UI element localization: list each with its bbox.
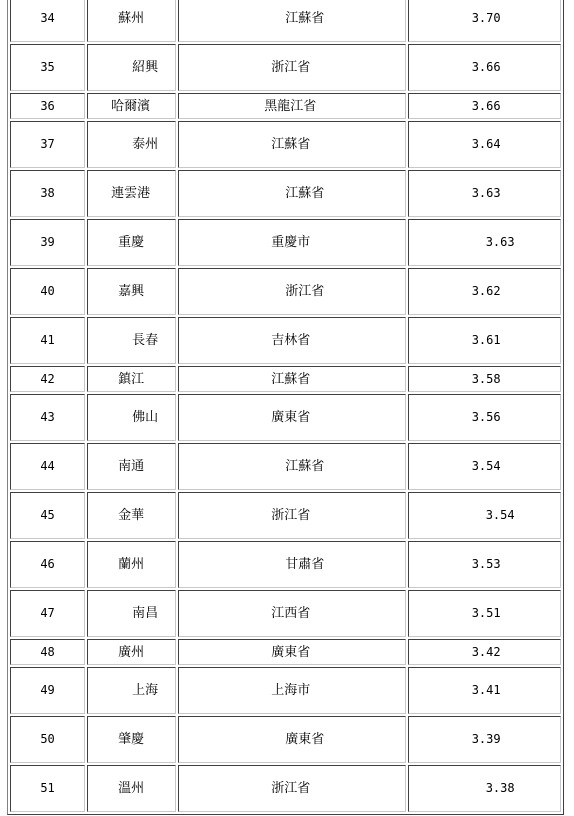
table-row xyxy=(10,443,561,490)
score-cell: 3.66 xyxy=(408,44,561,91)
score-cell: 3.38 xyxy=(408,765,561,812)
score-cell: 3.53 xyxy=(408,541,561,588)
province-cell: 甘肅省 xyxy=(178,541,405,588)
score-cell: 3.61 xyxy=(408,317,561,364)
score-cell: 3.70 xyxy=(408,0,561,42)
rank-cell: 50 xyxy=(10,716,85,763)
city-cell: 長春 xyxy=(87,317,176,364)
rank-cell: 49 xyxy=(10,667,85,714)
city-cell: 金華 xyxy=(87,492,176,539)
table-row xyxy=(10,219,561,266)
province-cell: 江蘇省 xyxy=(178,0,405,42)
table-row xyxy=(10,765,561,812)
rank-cell: 47 xyxy=(10,590,85,637)
city-cell: 紹興 xyxy=(87,44,176,91)
table-row xyxy=(10,170,561,217)
province-cell: 江蘇省 xyxy=(178,121,405,168)
city-cell: 溫州 xyxy=(87,765,176,812)
score-cell: 3.41 xyxy=(408,667,561,714)
rank-cell: 44 xyxy=(10,443,85,490)
province-cell: 江蘇省 xyxy=(178,366,405,392)
table-row xyxy=(10,268,561,315)
province-cell: 重慶市 xyxy=(178,219,405,266)
rank-cell: 39 xyxy=(10,219,85,266)
score-cell: 3.39 xyxy=(408,716,561,763)
city-cell: 肇慶 xyxy=(87,716,176,763)
province-cell: 吉林省 xyxy=(178,317,405,364)
city-cell: 佛山 xyxy=(87,394,176,441)
province-cell: 江西省 xyxy=(178,590,405,637)
province-cell: 浙江省 xyxy=(178,44,405,91)
table-row xyxy=(10,667,561,714)
city-cell: 南昌 xyxy=(87,590,176,637)
city-cell: 蘇州 xyxy=(87,0,176,42)
city-cell: 泰州 xyxy=(87,121,176,168)
score-cell: 3.54 xyxy=(408,492,561,539)
rank-cell: 46 xyxy=(10,541,85,588)
score-cell: 3.51 xyxy=(408,590,561,637)
rank-cell: 35 xyxy=(10,44,85,91)
province-cell: 上海市 xyxy=(178,667,405,714)
rank-cell: 38 xyxy=(10,170,85,217)
rank-cell: 43 xyxy=(10,394,85,441)
score-cell: 3.64 xyxy=(408,121,561,168)
city-cell: 廣州 xyxy=(87,639,176,665)
score-cell: 3.62 xyxy=(408,268,561,315)
province-cell: 浙江省 xyxy=(178,268,405,315)
rank-cell: 51 xyxy=(10,765,85,812)
score-cell: 3.66 xyxy=(408,93,561,119)
city-cell: 南通 xyxy=(87,443,176,490)
rank-cell: 40 xyxy=(10,268,85,315)
province-cell: 浙江省 xyxy=(178,492,405,539)
city-cell: 連雲港 xyxy=(87,170,176,217)
ranking-table-body xyxy=(10,0,561,812)
table-row xyxy=(10,492,561,539)
rank-cell: 37 xyxy=(10,121,85,168)
table-row xyxy=(10,366,561,392)
table-row xyxy=(10,541,561,588)
table-row xyxy=(10,0,561,42)
city-cell: 蘭州 xyxy=(87,541,176,588)
table-row xyxy=(10,639,561,665)
table-row xyxy=(10,44,561,91)
score-cell: 3.56 xyxy=(408,394,561,441)
province-cell: 江蘇省 xyxy=(178,443,405,490)
rank-cell: 45 xyxy=(10,492,85,539)
province-cell: 廣東省 xyxy=(178,639,405,665)
city-cell: 哈爾濱 xyxy=(87,93,176,119)
city-cell: 鎮江 xyxy=(87,366,176,392)
score-cell: 3.58 xyxy=(408,366,561,392)
province-cell: 江蘇省 xyxy=(178,170,405,217)
score-cell: 3.42 xyxy=(408,639,561,665)
score-cell: 3.63 xyxy=(408,219,561,266)
score-cell: 3.63 xyxy=(408,170,561,217)
rank-cell: 34 xyxy=(10,0,85,42)
rank-cell: 42 xyxy=(10,366,85,392)
rank-cell: 41 xyxy=(10,317,85,364)
province-cell: 浙江省 xyxy=(178,765,405,812)
city-cell: 嘉興 xyxy=(87,268,176,315)
table-row xyxy=(10,121,561,168)
table-row xyxy=(10,394,561,441)
city-cell: 上海 xyxy=(87,667,176,714)
table-row xyxy=(10,716,561,763)
table-row xyxy=(10,93,561,119)
table-row xyxy=(10,590,561,637)
city-cell: 重慶 xyxy=(87,219,176,266)
province-cell: 廣東省 xyxy=(178,394,405,441)
province-cell: 廣東省 xyxy=(178,716,405,763)
province-cell: 黑龍江省 xyxy=(178,93,405,119)
table-row xyxy=(10,317,561,364)
rank-cell: 48 xyxy=(10,639,85,665)
ranking-table xyxy=(7,0,564,815)
score-cell: 3.54 xyxy=(408,443,561,490)
rank-cell: 36 xyxy=(10,93,85,119)
